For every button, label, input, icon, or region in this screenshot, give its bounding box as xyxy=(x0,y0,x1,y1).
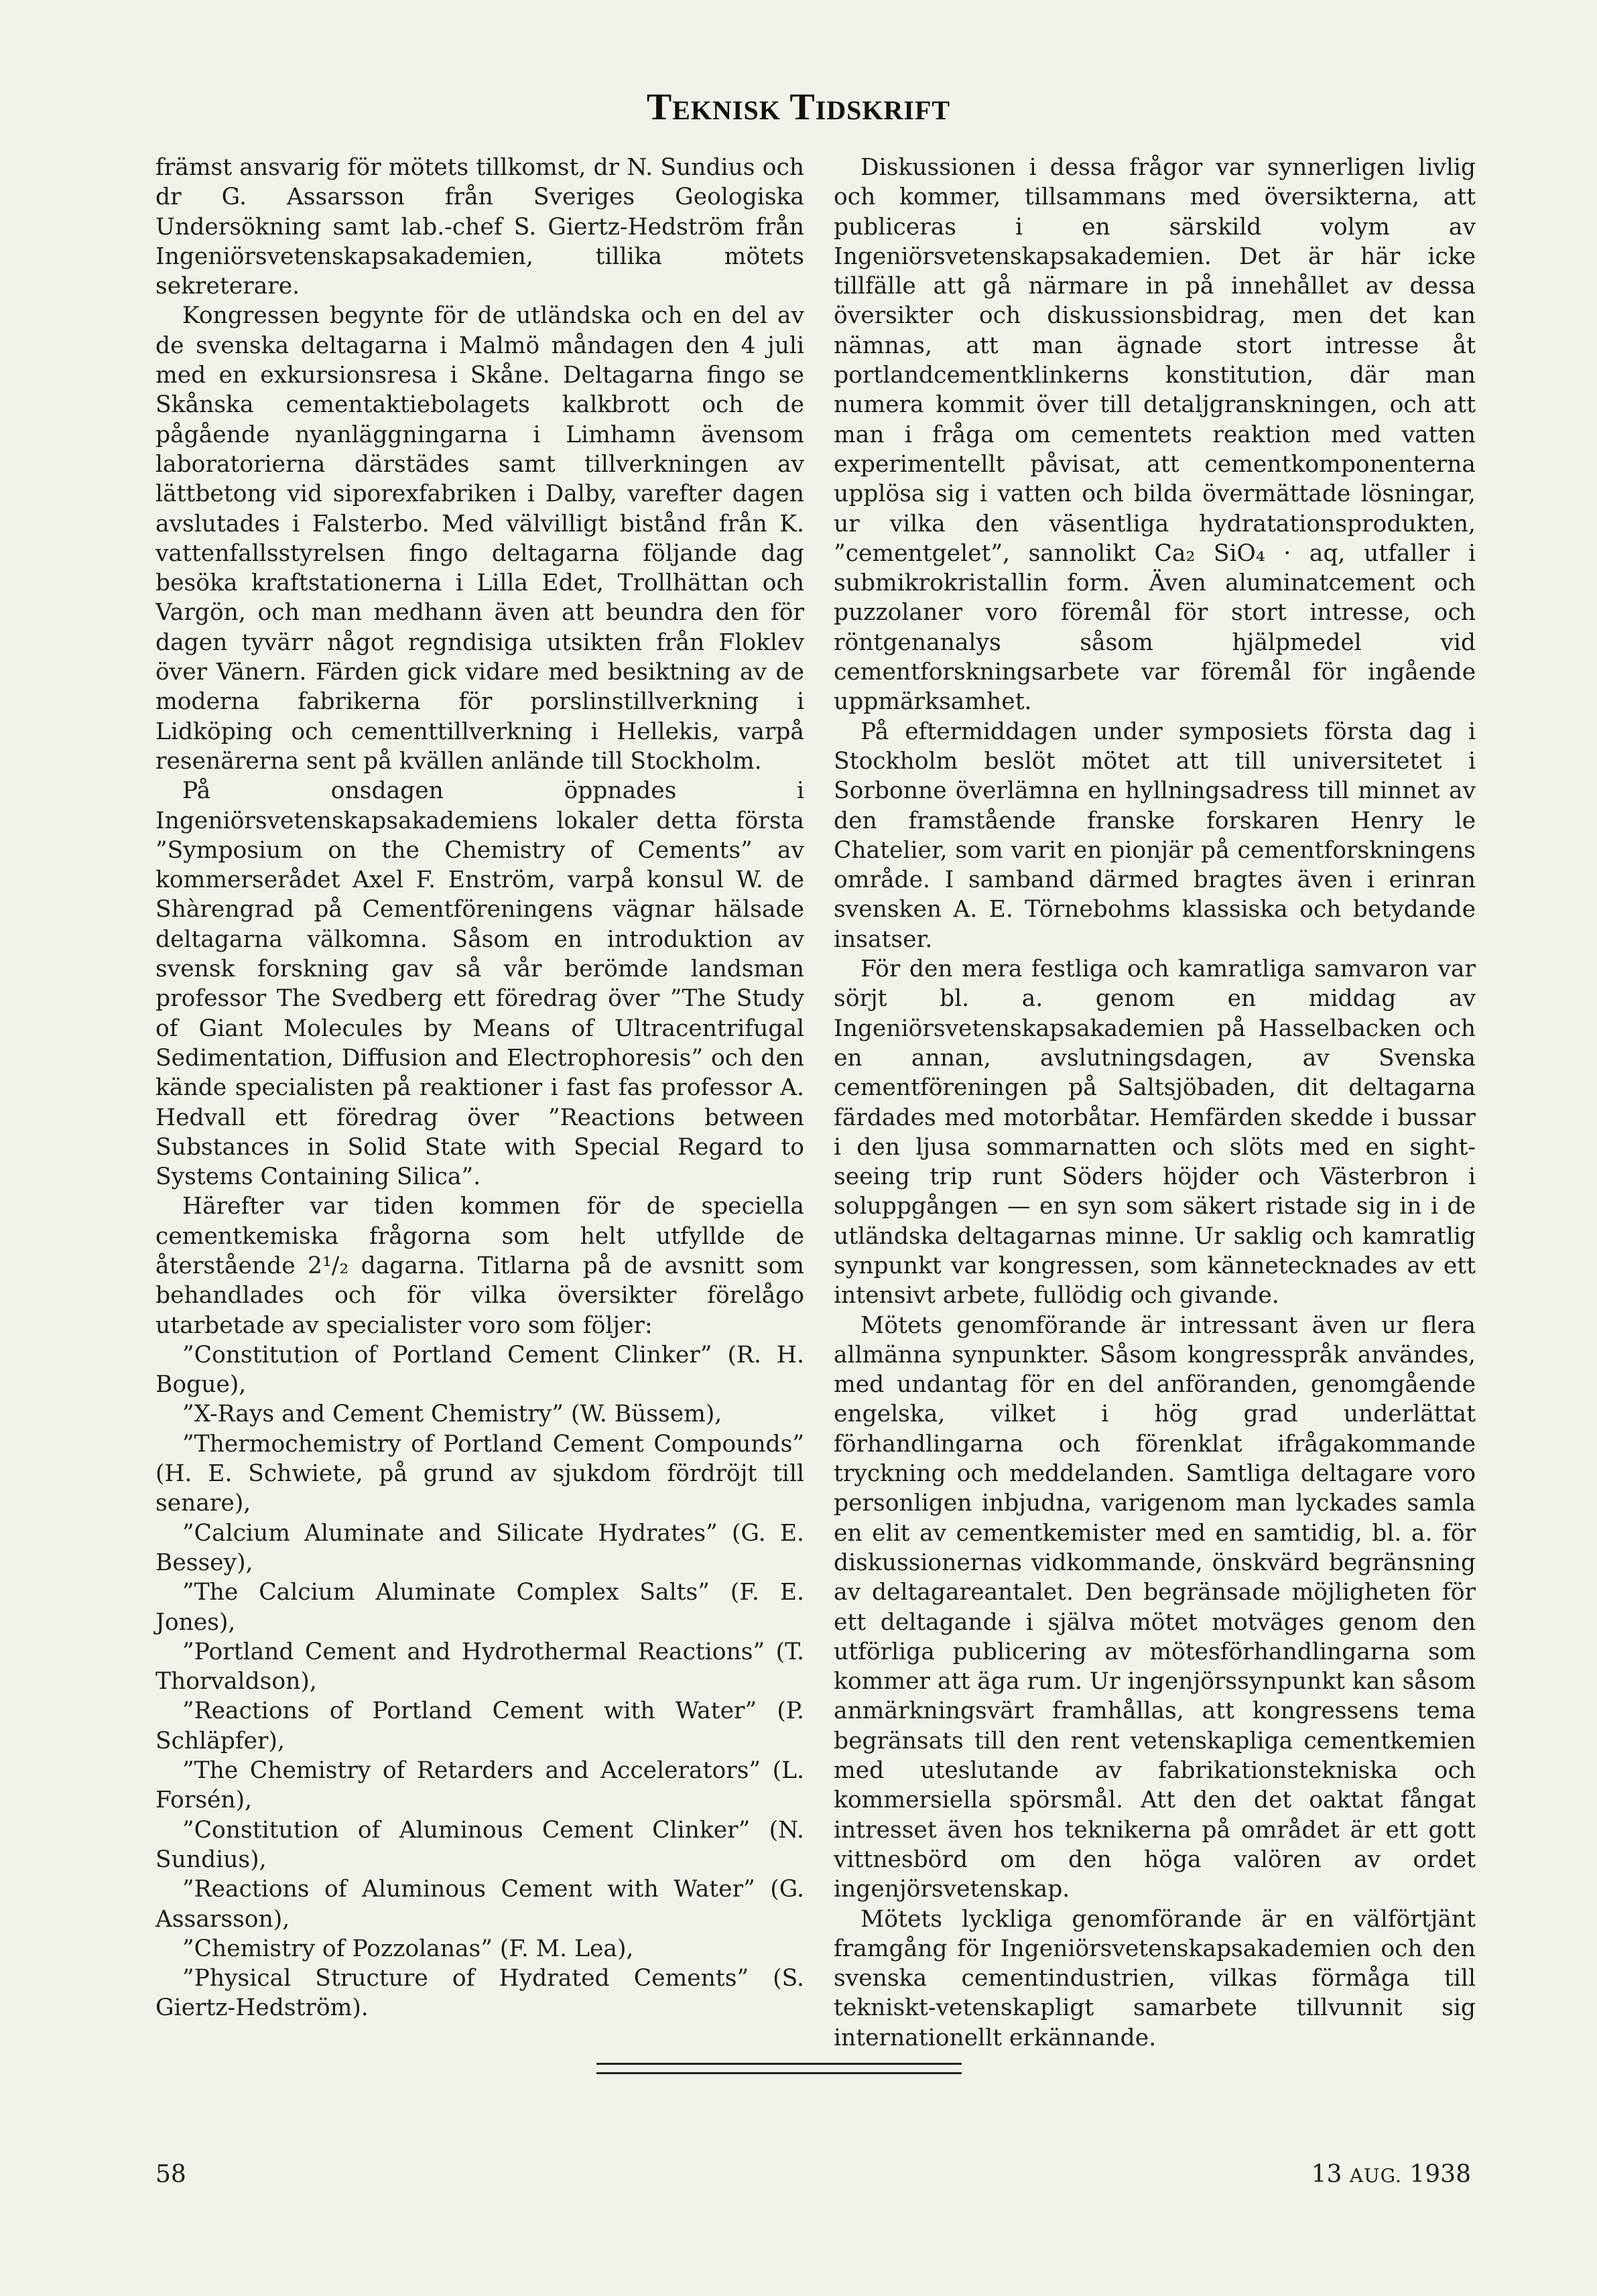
left-column-paragraph: främst ansvarig för mötets tillkomst, dr N. Sundius och dr G. Assarsson från Sveriges Geologiska Undersökning samt lab.-chef S. Giertz-Hedström från Ingeniörsvetenskapsakademien, tillika mötets sekreterare. xyxy=(155,154,804,300)
masthead-initial-1: T xyxy=(646,86,673,128)
closing-rule-top xyxy=(596,2063,962,2065)
left-column-paragraph: ”Constitution of Aluminous Cement Clinker” (N. Sundius), xyxy=(155,1816,804,1873)
right-column-paragraph: Mötets genomförande är intressant även ur flera allmänna synpunkter. Såsom kongresspråk användes, med undantag för en del anföranden, genomgående engelska, vilket i hög grad underlättat förhandlingarna och förenklat ifrågakommande tryckning och meddelanden. Samtliga deltagare voro personligen inbjudna, varigenom man lyckades samla en elit av cementkemister med en samtidig, bl. a. för diskussionernas vidkommande, önskvärd begränsning av deltagareantalet. Den begränsade möjligheten för ett deltagande i själva mötet motväges genom den utförliga publicering av mötesförhandlingarna som kommer att äga rum. Ur ingenjörssynpunkt kan såsom anmärkningsvärt framhållas, att kongressens tema begränsats till den rent vetenskapliga cementkemien med uteslutande av fabrikationstekniska och kommersiella spörsmål. Att den det oaktat fångat intresset även hos teknikerna på området är ett gott vittnesbörd om den höga valören av ordet ingenjörsvetenskap. xyxy=(834,1312,1476,1903)
left-column-paragraph: På onsdagen öppnades i Ingeniörsvetenskapsakademiens lokaler detta första ”Symposium on the Chemistry of Cements” av kommerserådet Axel F. Enström, varpå konsul W. de Shàrengrad på Cementföreningens vägnar hälsade deltagarna välkomna. Såsom en introduktion av svensk forskning gav så vår berömde landsman professor The Svedberg ett föredrag över ”The Study of Giant Molecules by Means of Ultracentrifugal Sedimentation, Diffusion and Electrophoresis” och den kände specialisten på reaktioner i fast fas professor A. Hedvall ett föredrag över ”Reactions between Substances in Solid State with Special Regard to Systems Containing Silica”. xyxy=(155,777,804,1191)
masthead-word-2: IDSKRIFT xyxy=(815,95,951,125)
masthead-initial-2: T xyxy=(789,86,816,128)
page-number: 58 xyxy=(155,2161,186,2188)
left-column-paragraph: ”Thermochemistry of Portland Cement Compounds” (H. E. Schwiete, på grund av sjukdom fördröjt till senare), xyxy=(155,1430,804,1517)
left-column-paragraph: Kongressen begynte för de utländska och en del av de svenska deltagarna i Malmö måndagen den 4 juli med en exkursionsresa i Skåne. Deltagarna fingo se Skånska cementaktiebolagets kalkbrott och de pågående nyanläggningarna i Limhamn ävensom laboratorierna därstädes samt tillverkningen av lättbetong vid siporexfabriken i Dalby, varefter dagen avslutades i Falsterbo. Med välvilligt bistånd från K. vattenfallsstyrelsen fingo deltagarna följande dag besöka kraftstationerna i Lilla Edet, Trollhättan och Vargön, och man medhann även att beundra den för dagen tyvärr något regndisiga utsikten från Floklev över Vänern. Färden gick vidare med besiktning av de moderna fabrikerna för porslinstillverkning i Lidköping och cementtillverkning i Hellekis, varpå resenärerna sent på kvällen anlände till Stockholm. xyxy=(155,302,804,775)
left-column-paragraph: Härefter var tiden kommen för de speciella cementkemiska frågorna som helt utfyllde de återstående 2¹/₂ dagarna. Titlarna på de avsnitt som behandlades och för vilka översikter förelågo utarbetade av specialister voro som följer: xyxy=(155,1193,804,1339)
issue-date-day: 13 xyxy=(1311,2161,1342,2188)
left-column-paragraph: ”Calcium Aluminate and Silicate Hydrates” (G. E. Bessey), xyxy=(155,1519,804,1576)
closing-rule-bottom xyxy=(596,2072,962,2074)
left-column-paragraph: ”X-Rays and Cement Chemistry” (W. Büssem), xyxy=(182,1401,722,1428)
issue-date xyxy=(1312,2161,1471,2188)
left-column-paragraph: ”Reactions of Portland Cement with Water” (P. Schläpfer), xyxy=(155,1698,804,1755)
issue-date-year: 1938 xyxy=(1409,2161,1471,2188)
right-column xyxy=(834,153,1476,2053)
left-column-paragraph: ”Physical Structure of Hydrated Cements” (S. Giertz-Hedström). xyxy=(155,1965,804,2022)
left-column-paragraph: ”Chemistry of Pozzolanas” (F. M. Lea), xyxy=(182,1935,634,1962)
journal-masthead xyxy=(0,86,1597,129)
left-column-paragraph: ”Portland Cement and Hydrothermal Reactions” (T. Thorvaldson), xyxy=(155,1638,804,1696)
masthead-word-1: EKNISK xyxy=(672,95,781,125)
left-column-paragraph: ”Constitution of Portland Cement Clinker” (R. H. Bogue), xyxy=(155,1341,804,1399)
left-column-paragraph: ”Reactions of Aluminous Cement with Water” (G. Assarsson), xyxy=(155,1876,804,1933)
left-column-paragraph: ”The Chemistry of Retarders and Accelerators” (L. Forsén), xyxy=(155,1757,804,1814)
issue-date-month: AUG. xyxy=(1349,2165,1402,2187)
left-column xyxy=(155,153,804,2023)
right-column-paragraph: På eftermiddagen under symposiets första dag i Stockholm beslöt mötet att till universitetet i Sorbonne överlämna en hyllningsadress till minnet av den framstående franske forskaren Henry le Chatelier, som varit en pionjär på cementforskningens område. I samband därmed bragtes även i erinran svensken A. E. Törnebohms klassiska och betydande insatser. xyxy=(834,718,1476,953)
right-column-paragraph: För den mera festliga och kamratliga samvaron var sörjt bl. a. genom en middag av Ingeniörsvetenskapsakademien på Hasselbacken och en annan, avslutningsdagen, av Svenska cementföreningen på Saltsjöbaden, dit deltagarna färdades med motorbåtar. Hemfärden skedde i bussar i den ljusa sommarnatten och slöts med en sight-seeing trip runt Söders höjder och Västerbron i soluppgången — en syn som säkert ristade sig in i de utländska deltagarnas minne. Ur saklig och kamratlig synpunkt var kongressen, som kännetecknades av ett intensivt arbete, fullödig och givande. xyxy=(834,956,1476,1310)
right-column-paragraph: Mötets lyckliga genomförande är en välförtjänt framgång för Ingeniörsvetenskapsakademien och den svenska cementindustrien, vilkas förmåga till tekniskt-vetenskapligt samarbete tillvunnit sig internationellt erkännande. xyxy=(834,1905,1476,2051)
left-column-paragraph: ”The Calcium Aluminate Complex Salts” (F. E. Jones), xyxy=(155,1579,804,1636)
right-column-paragraph: Diskussionen i dessa frågor var synnerligen livlig och kommer, tillsammans med översikterna, att publiceras i en särskild volym av Ingeniörsvetenskapsakademien. Det är här icke tillfälle att gå närmare in på innehållet av dessa översikter och diskussionsbidrag, men det kan nämnas, att man ägnade stort intresse åt portlandcementklinkerns konstitution, där man numera kommit över till detaljgranskningen, och att man i fråga om cementets reaktion med vatten experimentellt påvisat, att cementkomponenterna upplösa sig i vatten och bilda övermättade lösningar, ur vilka den väsentliga hydratationsprodukten, ”cementgelet”, sannolikt Ca₂ SiO₄ · aq, utfaller i submikrokristallin form. Även aluminatcement och puzzolaner voro föremål för stort intresse, och röntgenanalys såsom hjälpmedel vid cementforskningsarbete var föremål för ingående uppmärksamhet. xyxy=(834,154,1476,716)
